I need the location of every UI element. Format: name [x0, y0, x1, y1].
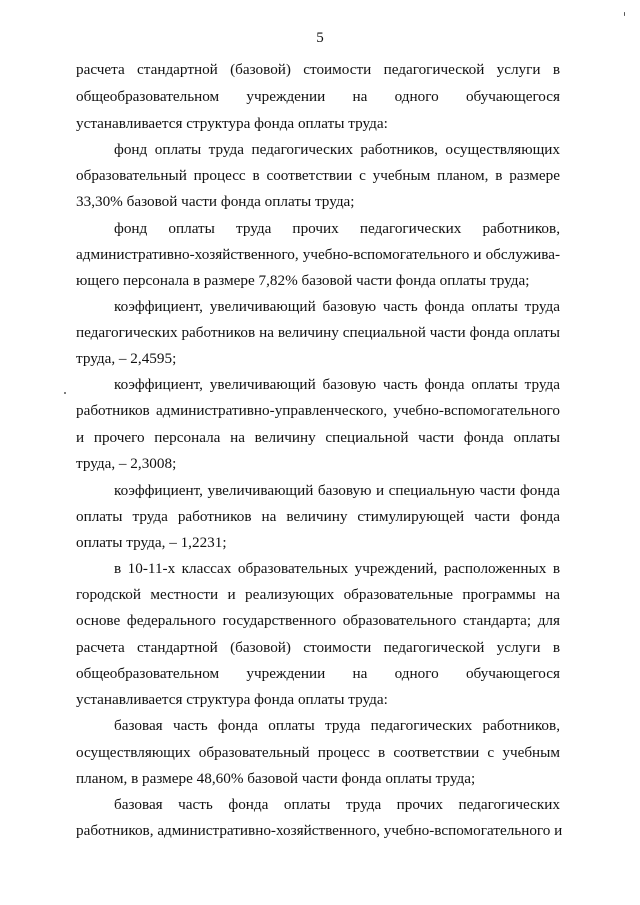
text-line: базовая часть фонда оплаты труда прочих педагогических	[114, 796, 560, 813]
text-line: коэффициент, увеличивающий базовую часть фонда оплаты труда	[114, 298, 560, 315]
text-line: фонд оплаты труда прочих педагогических работников,	[114, 220, 560, 237]
text-line: 33,30% базовой части фонда оплаты труда;	[76, 193, 355, 210]
text-line: оплаты труда работников на величину стимулирующей части фонда	[76, 508, 560, 525]
text-line: фонд оплаты труда педагогических работников, осуществляющих	[114, 141, 560, 158]
text-line: педагогических работников на величину специальной части фонда оплаты	[76, 324, 560, 341]
text-line: расчета стандартной (базовой) стоимости педагогической услуги в	[76, 61, 560, 78]
text-line: работников административно-управленческого, учебно-вспомогательного	[76, 402, 560, 419]
text-line: осуществляющих образовательный процесс в соответствии с учебным	[76, 744, 560, 761]
scan-speck	[624, 12, 625, 16]
text-line: и прочего персонала на величину специальной части фонда оплаты	[76, 429, 560, 446]
text-line: устанавливается структура фонда оплаты труда:	[76, 691, 388, 708]
text-line: коэффициент, увеличивающий базовую и специальную части фонда	[114, 482, 560, 499]
text-line: оплаты труда, – 1,2231;	[76, 534, 227, 551]
text-line: расчета стандартной (базовой) стоимости педагогической услуги в	[76, 639, 560, 656]
text-line: труда, – 2,4595;	[76, 350, 177, 367]
text-line: планом, в размере 48,60% базовой части фонда оплаты труда;	[76, 770, 476, 787]
text-line: работников, административно-хозяйственного, учебно-вспомогательного и	[76, 822, 563, 839]
scan-speck	[64, 392, 66, 394]
text-line: базовая часть фонда оплаты труда педагогических работников,	[114, 717, 560, 734]
text-line: административно-хозяйственного, учебно-вспомогательного и обслужива-	[76, 246, 560, 263]
text-line: коэффициент, увеличивающий базовую часть фонда оплаты труда	[114, 376, 560, 393]
text-line: основе федерального государственного образовательного стандарта; для	[76, 612, 560, 629]
text-line: образовательный процесс в соответствии с учебным планом, в размере	[76, 167, 560, 184]
text-line: устанавливается структура фонда оплаты труда:	[76, 115, 388, 132]
text-line: общеобразовательном учреждении на одного обучающегося	[76, 88, 560, 105]
text-line: общеобразовательном учреждении на одного обучающегося	[76, 665, 560, 682]
text-line: в 10-11-х классах образовательных учреждений, расположенных в	[114, 560, 560, 577]
text-line: городской местности и реализующих образовательные программы на	[76, 586, 560, 603]
text-line: труда, – 2,3008;	[76, 455, 177, 472]
page-number: 5	[316, 30, 324, 46]
text-line: ющего персонала в размере 7,82% базовой части фонда оплаты труда;	[76, 272, 530, 289]
